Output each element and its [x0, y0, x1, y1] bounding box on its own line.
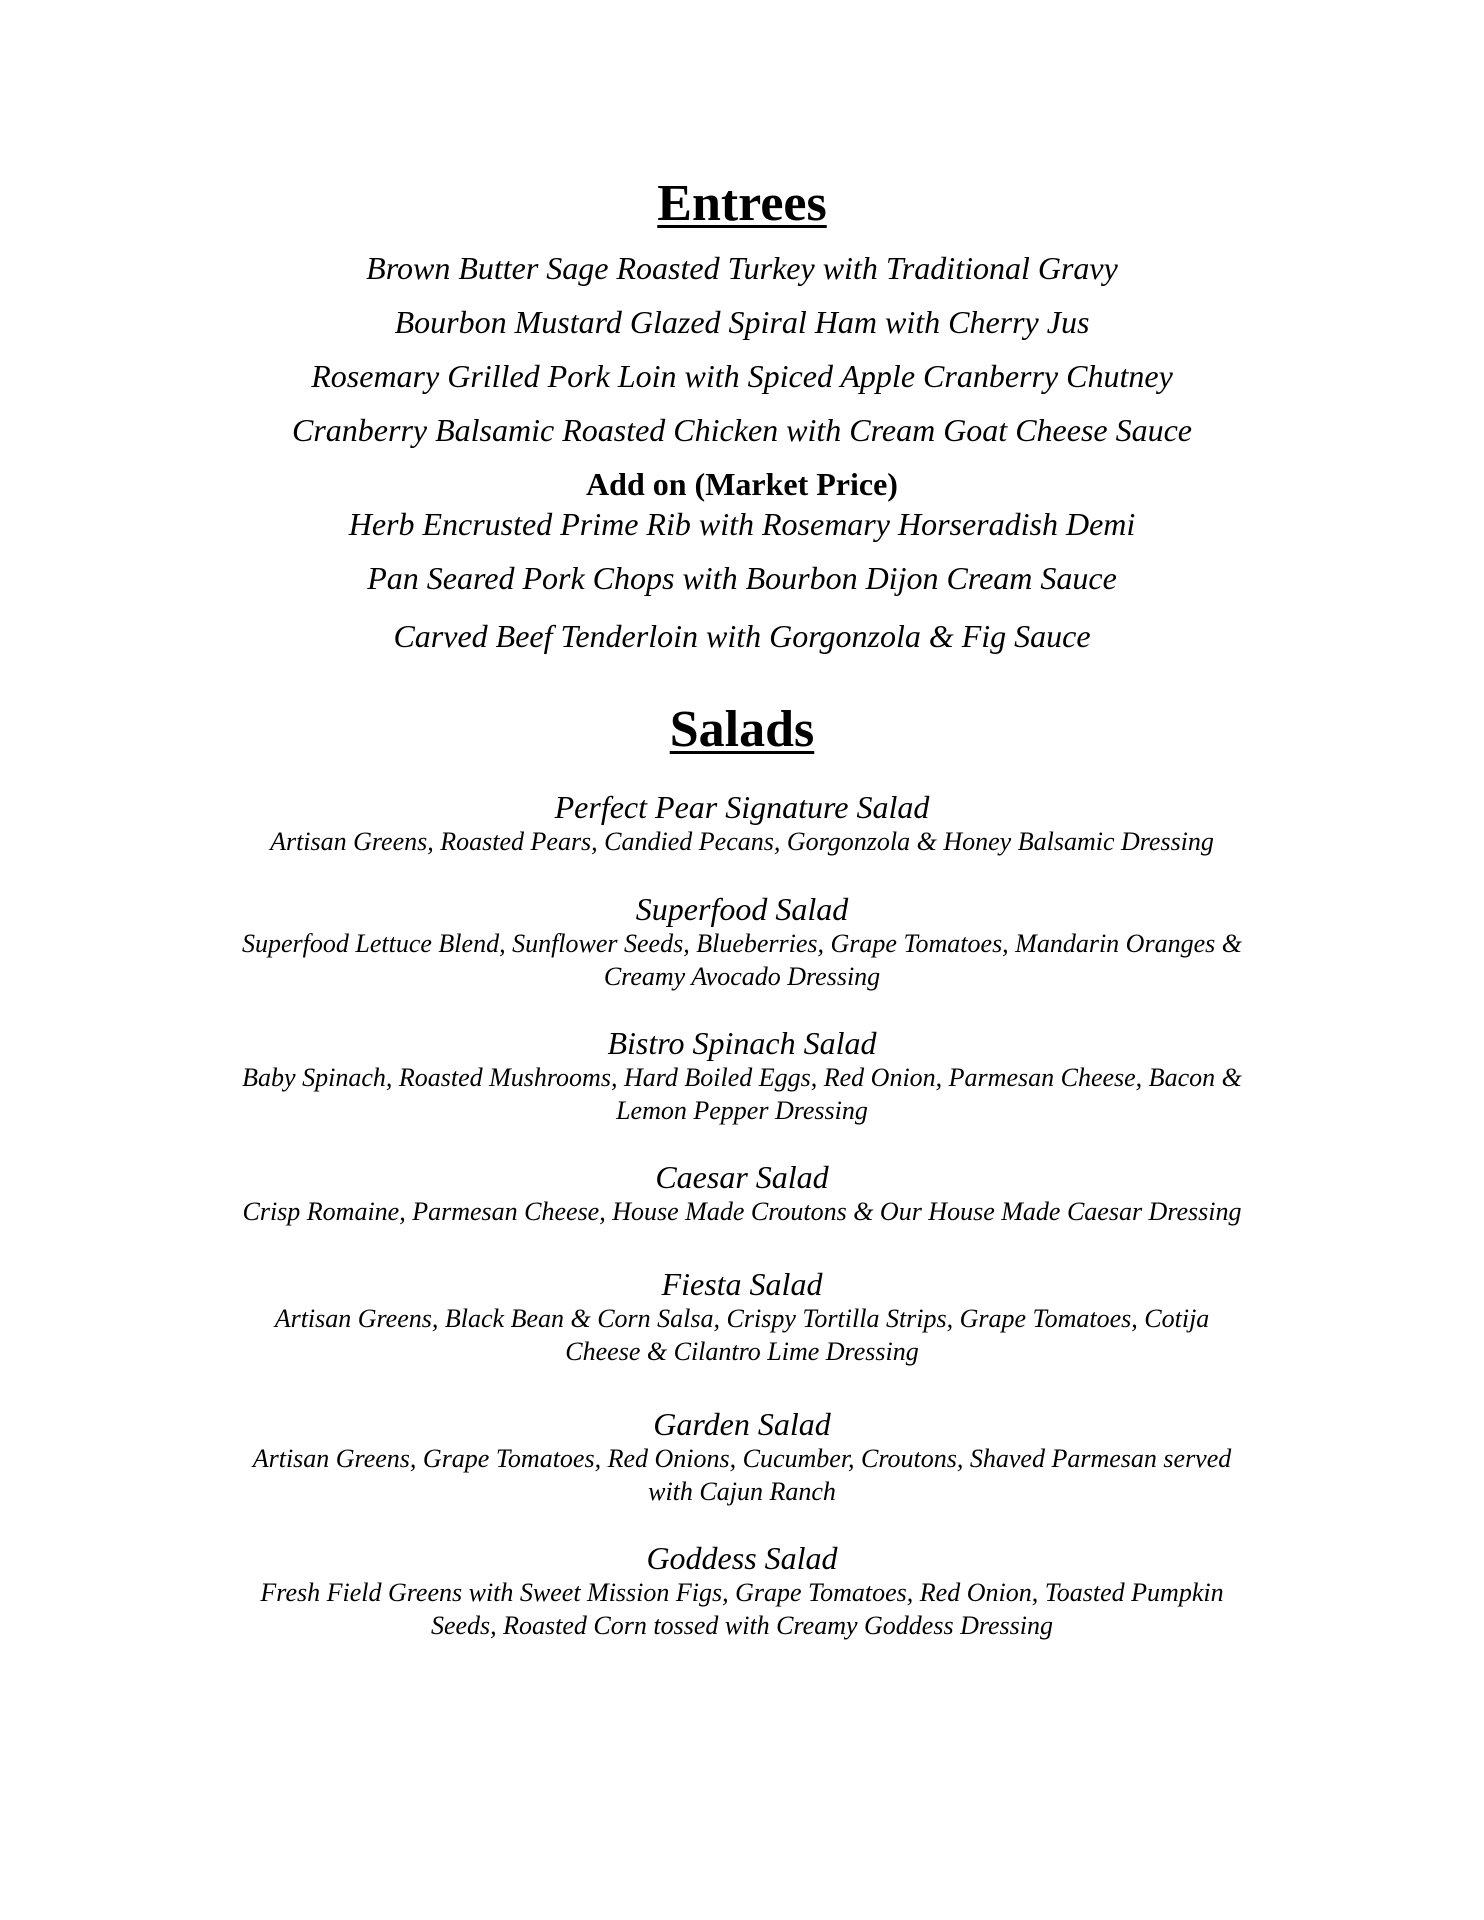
salad-description: Creamy Avocado Dressing — [603, 962, 881, 991]
entrees-heading: Entrees — [657, 175, 827, 232]
salad-description: Superfood Lettuce Blend, Sunflower Seeds, Blueberries, Grape Tomatoes, Mandarin Oranges & — [242, 929, 1242, 958]
salad-name: Caesar Salad — [655, 1159, 829, 1195]
entree-item: Cranberry Balsamic Roasted Chicken with Cream Goat Cheese Sauce — [292, 412, 1192, 448]
salad-description: Artisan Greens, Grape Tomatoes, Red Onions, Cucumber, Croutons, Shaved Parmesan served — [252, 1444, 1232, 1473]
salad-name: Superfood Salad — [635, 891, 849, 927]
salads-heading: Salads — [669, 701, 815, 758]
salad-name: Perfect Pear Signature Salad — [554, 789, 930, 825]
salad-description: Artisan Greens, Black Bean & Corn Salsa, Crispy Tortilla Strips, Grape Tomatoes, Cotija — [274, 1304, 1210, 1333]
add-on-item: Herb Encrusted Prime Rib with Rosemary Horseradish Demi — [348, 506, 1136, 542]
salad-name: Goddess Salad — [646, 1540, 838, 1576]
add-on-heading: Add on (Market Price) — [586, 466, 898, 502]
salad-description: Baby Spinach, Roasted Mushrooms, Hard Boiled Eggs, Red Onion, Parmesan Cheese, Bacon & — [242, 1063, 1242, 1092]
add-on-item: Carved Beef Tenderloin with Gorgonzola & Fig Sauce — [393, 618, 1091, 654]
entree-item: Rosemary Grilled Pork Loin with Spiced Apple Cranberry Chutney — [311, 358, 1173, 394]
salad-description: Lemon Pepper Dressing — [616, 1096, 868, 1125]
salad-description: Cheese & Cilantro Lime Dressing — [565, 1337, 919, 1366]
salad-name: Garden Salad — [653, 1406, 831, 1442]
salad-description: Fresh Field Greens with Sweet Mission Figs, Grape Tomatoes, Red Onion, Toasted Pumpkin — [260, 1578, 1224, 1607]
entree-item: Bourbon Mustard Glazed Spiral Ham with Cherry Jus — [394, 304, 1090, 340]
salad-description: Seeds, Roasted Corn tossed with Creamy Goddess Dressing — [430, 1611, 1054, 1640]
salad-description: Artisan Greens, Roasted Pears, Candied Pecans, Gorgonzola & Honey Balsamic Dressing — [270, 827, 1214, 856]
entree-item: Brown Butter Sage Roasted Turkey with Traditional Gravy — [366, 250, 1118, 286]
salad-description: with Cajun Ranch — [648, 1477, 836, 1506]
salad-name: Bistro Spinach Salad — [607, 1025, 877, 1061]
add-on-item: Pan Seared Pork Chops with Bourbon Dijon Cream Sauce — [367, 560, 1117, 596]
salad-name: Fiesta Salad — [661, 1266, 823, 1302]
salad-description: Crisp Romaine, Parmesan Cheese, House Made Croutons & Our House Made Caesar Dressing — [242, 1197, 1242, 1226]
